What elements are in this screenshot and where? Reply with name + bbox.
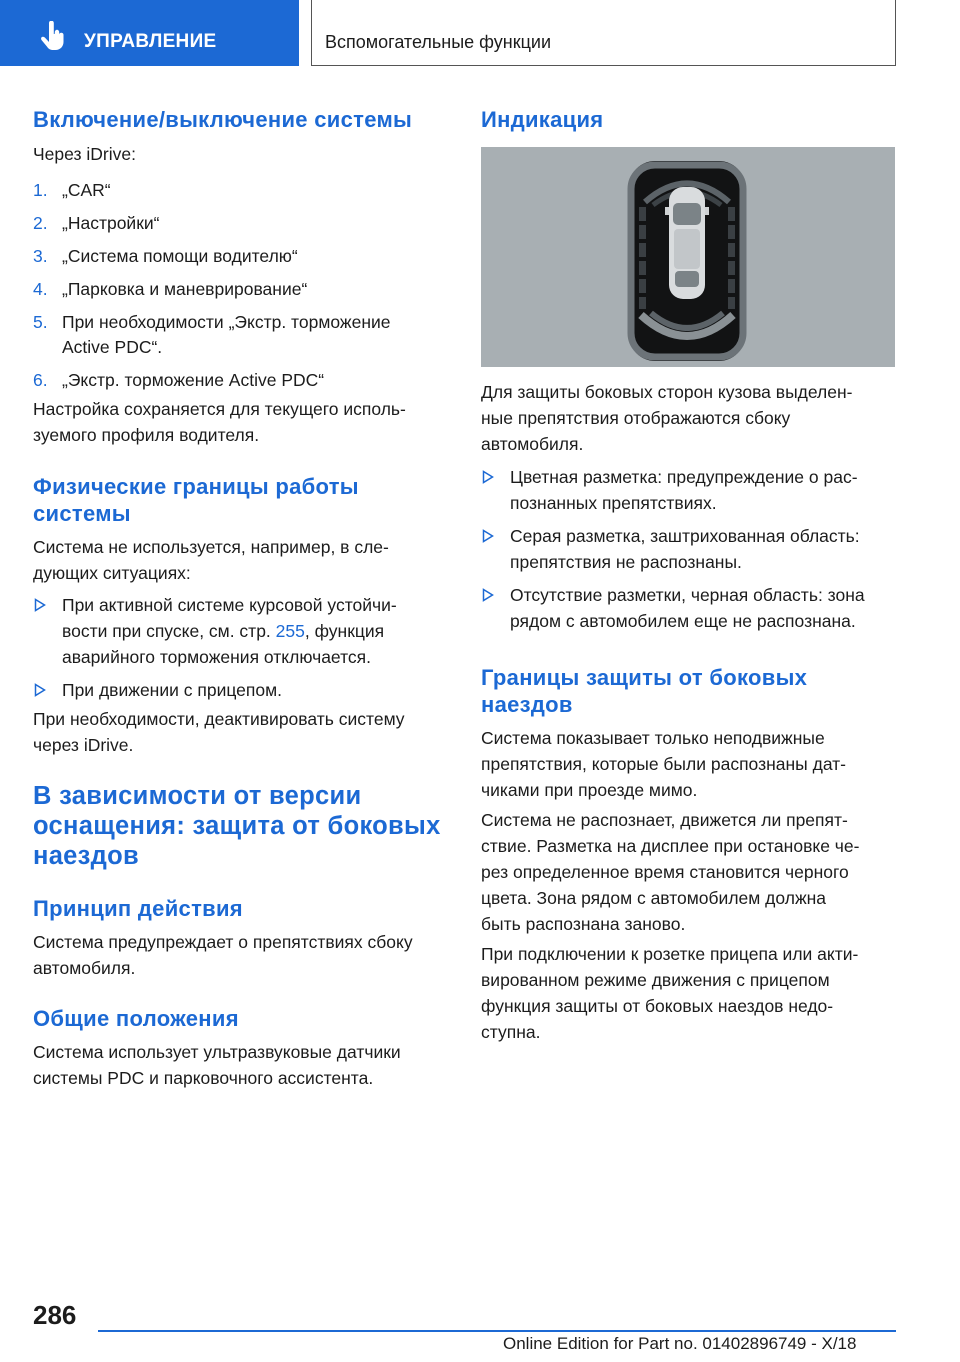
section-tab[interactable] (0, 0, 299, 66)
section-label: УПРАВЛЕНИЕ (84, 31, 217, 52)
via-idrive-text: Через iDrive: (33, 144, 136, 164)
display-description: ные препятствия отображаются сбоку (481, 408, 791, 428)
trailer-text: ступна. (481, 1022, 541, 1042)
principle-text: автомобиля. (33, 958, 136, 978)
general-text: Система использует ультразвуковые датчики (33, 1042, 401, 1062)
deactivate-note: При необходимости, деактивировать систему (33, 709, 405, 729)
heading-physical-limits: Физические границы работы (33, 474, 359, 499)
heading-side-protection: наездов (33, 842, 139, 870)
bullet-triangle-icon (482, 529, 494, 543)
moving-obstacle-text: цвета. Зона рядом с автомобилем должна (481, 888, 827, 908)
heading-physical-limits: системы (33, 501, 131, 526)
step-number: 2. (33, 213, 48, 233)
step-number: 5. (33, 312, 48, 332)
grey-marking-item: препятствия не распознаны. (510, 552, 742, 572)
step-number: 1. (33, 180, 48, 200)
bullet-triangle-icon (34, 598, 46, 612)
limit-item: При движении с прицепом. (62, 680, 283, 700)
step-text: „Настройки“ (62, 213, 160, 233)
heading-general: Общие положения (33, 1006, 239, 1031)
bounds-text: чиками при проезде мимо. (481, 780, 698, 800)
step-number: 3. (33, 246, 48, 266)
display-description: автомобиля. (481, 434, 584, 454)
display-description: Для защиты боковых сторон кузова выделен‐ (481, 382, 853, 402)
footer-edition: Online Edition for Part no. 01402896749 - X/18 (503, 1334, 857, 1353)
bounds-text: препятствия, которые были распознаны дат‐ (481, 754, 847, 774)
trailer-text: вированном режиме движения с прицепом (481, 970, 830, 990)
trailer-text: При подключении к розетке прицепа или акти‐ (481, 944, 859, 964)
heading-side-protection: В зависимости от версии (33, 782, 362, 810)
page-number: 286 (33, 1300, 77, 1330)
step-text: „Система помощи водителю“ (62, 246, 298, 266)
heading-protection-limits: наездов (481, 692, 573, 717)
saved-note: зуемого профиля водителя. (33, 425, 260, 445)
limits-intro: дующих ситуациях: (33, 563, 191, 583)
car-top-view-illustration (481, 147, 895, 367)
no-marking-item: Отсутствие разметки, черная область: зона (510, 585, 865, 605)
step-text: При необходимости „Экстр. торможение (62, 312, 391, 332)
moving-obstacle-text: ствие. Разметка на дисплее при остановке че‐ (481, 836, 860, 856)
limit-item: При активной системе курсовой устойчи‐ (62, 595, 397, 615)
heading-principle: Принцип действия (33, 896, 243, 921)
heading-side-protection: оснащения: защита от боковых (33, 812, 441, 840)
step-number: 4. (33, 279, 48, 299)
color-marking-item: Цветная разметка: предупреждение о рас‐ (510, 467, 858, 487)
step-number: 6. (33, 370, 48, 390)
saved-note: Настройка сохраняется для текущего исполь‐ (33, 399, 406, 419)
page-link[interactable]: 255 (275, 621, 305, 641)
no-marking-item: рядом с автомобилем еще не распознана. (510, 611, 856, 631)
moving-obstacle-text: Система не распознает, движется ли препят‐ (481, 810, 848, 830)
general-text: системы PDC и парковочного ассистента. (33, 1068, 374, 1088)
footer-divider (98, 1330, 896, 1332)
chapter-title: Вспомогательные функции (325, 32, 552, 52)
step-text: „Экстр. торможение Active PDC“ (62, 370, 325, 390)
step-text: Active PDC“. (62, 337, 163, 357)
side-protection-display-image (481, 147, 895, 367)
bullet-triangle-icon (482, 470, 494, 484)
grey-marking-item: Серая разметка, заштрихованная область: (510, 526, 860, 546)
principle-text: Система предупреждает о препятствиях сбоку (33, 932, 413, 952)
heading-display: Индикация (481, 107, 604, 132)
step-text: „CAR“ (62, 180, 111, 200)
deactivate-note: через iDrive. (33, 735, 134, 755)
bullet-triangle-icon (34, 683, 46, 697)
limit-item: аварийного торможения отключается. (62, 647, 371, 667)
hand-pointer-icon (40, 21, 66, 51)
moving-obstacle-text: рез определенное время становится черного (481, 862, 849, 882)
heading-toggle-system: Включение/выключение системы (33, 107, 413, 132)
bounds-text: Система показывает только неподвижные (481, 728, 825, 748)
heading-protection-limits: Границы защиты от боковых (481, 665, 808, 690)
trailer-text: функция защиты от боковых наездов недо‐ (481, 996, 834, 1016)
bullet-triangle-icon (482, 588, 494, 602)
limits-intro: Система не используется, например, в сле‐ (33, 537, 389, 557)
step-text: „Парковка и маневрирование“ (62, 279, 308, 299)
color-marking-item: познанных препятствиях. (510, 493, 717, 513)
moving-obstacle-text: быть распознана заново. (481, 914, 686, 934)
limit-item: вости при спуске, см. стр. 255, функция (62, 621, 385, 641)
